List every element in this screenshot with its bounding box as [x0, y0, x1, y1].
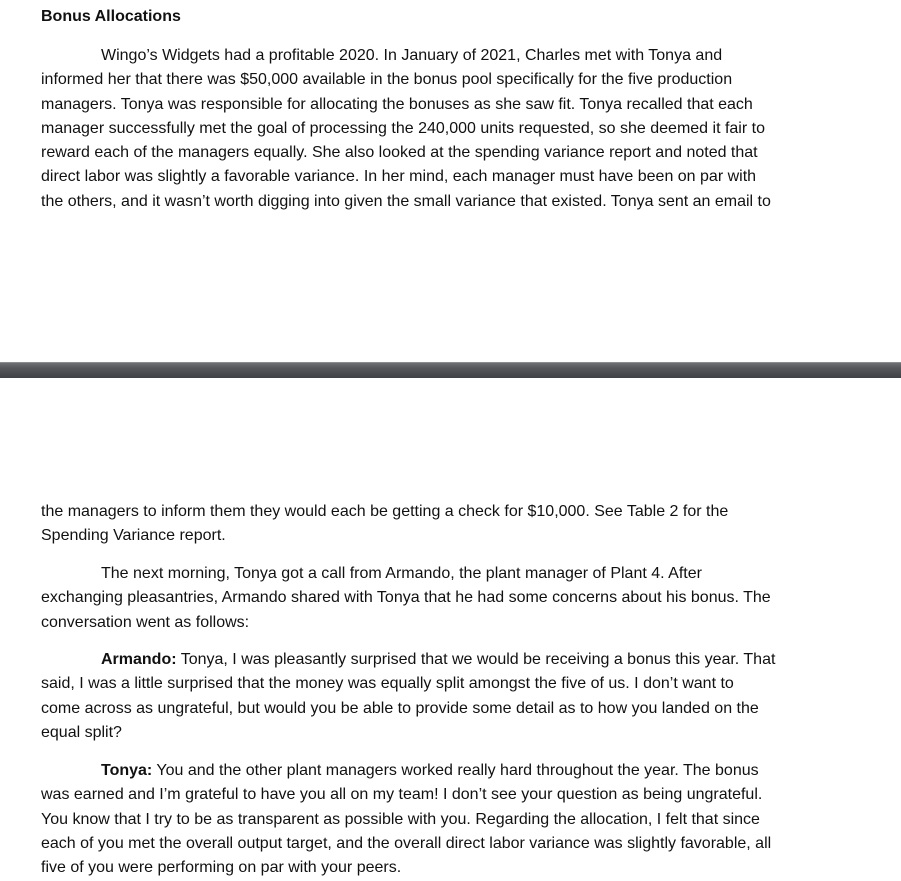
dialogue-text: Tonya, I was pleasantly surprised that we would be receiving a bonus this year. That [176, 651, 776, 668]
text-line: You know that I try to be as transparent as possible with you. Regarding the allocation, I felt that since [41, 810, 760, 828]
document-page-2 [0, 378, 901, 881]
paragraph-tonya-dialogue [41, 759, 841, 880]
paragraph-bonus-intro [41, 44, 841, 214]
text-line: direct labor was slightly a favorable variance. In her mind, each manager must have been on par with [41, 168, 757, 186]
document-page-1 [0, 0, 901, 362]
dialogue-first-line [41, 759, 841, 783]
paragraph-armando-call [41, 562, 841, 635]
text-line: conversation went as follows: [41, 613, 250, 631]
paragraph-email-continuation [41, 500, 841, 549]
text-line: equal split? [41, 723, 122, 741]
text-line: The next morning, Tonya got a call from Armando, the plant manager of Plant 4. After [101, 565, 702, 582]
page-break-divider [0, 362, 901, 378]
text-line: the others, and it wasn’t worth digging into given the small variance that existed. Tonya sent an email to [41, 192, 771, 210]
dialogue-text: You and the other plant managers worked really hard throughout the year. The bonus [152, 762, 759, 779]
text-line: reward each of the managers equally. She also looked at the spending variance report and noted that [41, 144, 758, 162]
paragraph-armando-dialogue [41, 648, 841, 745]
text-line: informed her that there was $50,000 available in the bonus pool specifically for the five production [41, 71, 733, 89]
text-line: the managers to inform them they would each be getting a check for $10,000. See Table 2 for the [41, 503, 729, 520]
section-heading: Bonus Allocations [41, 8, 181, 25]
speaker-armando: Armando: [101, 651, 177, 668]
text-line: Spending Variance report. [41, 527, 226, 545]
text-line: was earned and I’m grateful to have you all on my team! I don’t see your question as being ungrateful. [41, 786, 763, 804]
text-line: managers. Tonya was responsible for allocating the bonuses as she saw fit. Tonya recalled that each [41, 95, 753, 113]
text-line: Wingo’s Widgets had a profitable 2020. In January of 2021, Charles met with Tonya and [101, 47, 723, 64]
text-line: said, I was a little surprised that the money was equally split amongst the five of us. I don’t want to [41, 675, 734, 693]
text-line: each of you met the overall output target, and the overall direct labor variance was slightly favorable, all [41, 834, 772, 852]
text-line: five of you were performing on par with your peers. [41, 859, 402, 877]
text-line: manager successfully met the goal of processing the 240,000 units requested, so she deemed it fair to [41, 119, 765, 137]
text-line: exchanging pleasantries, Armando shared with Tonya that he had some concerns about his bonus. The [41, 589, 771, 607]
dialogue-first-line [41, 648, 841, 672]
text-line: come across as ungrateful, but would you be able to provide some detail as to how you landed on the [41, 699, 759, 717]
speaker-tonya: Tonya: [101, 762, 153, 779]
